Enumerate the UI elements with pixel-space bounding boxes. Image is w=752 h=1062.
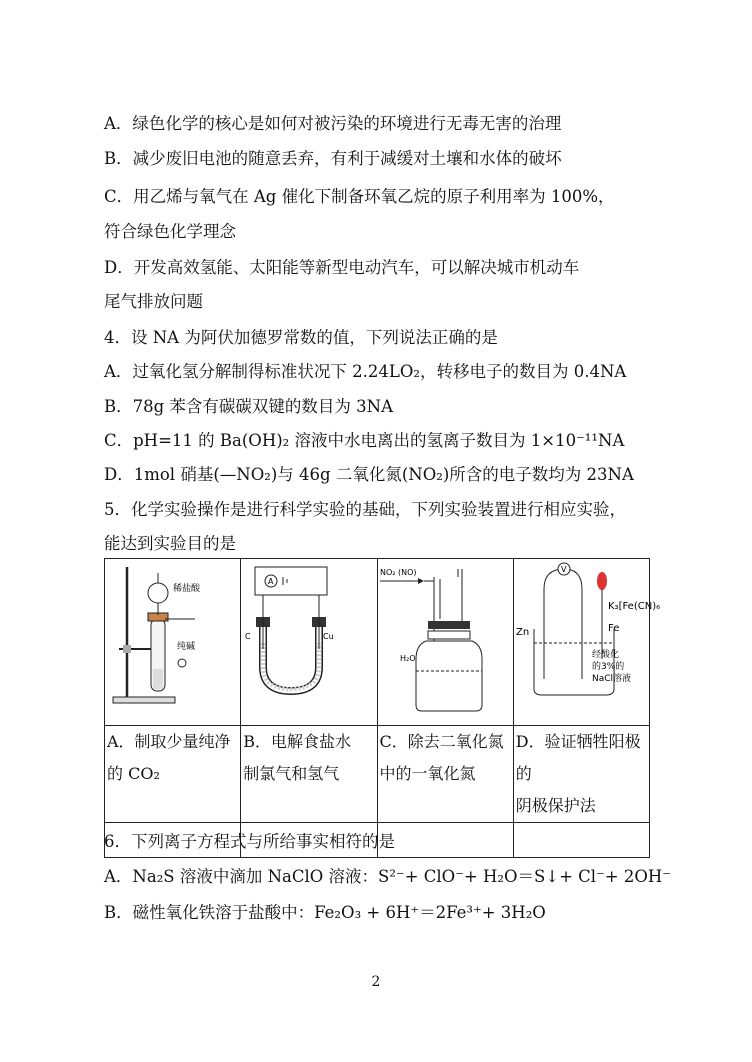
caption-d: D．验证牺牲阳极的 阴极保护法 [513, 726, 649, 823]
apparatus-a-image [105, 559, 241, 721]
apparatus-b-image [241, 559, 358, 721]
label-water: H₂O [399, 654, 416, 663]
question-5: 5．化学实验操作是进行科学实验的基础，下列实验装置进行相应实验， [104, 500, 626, 519]
label-fe: Fe [607, 623, 620, 634]
q4-opt-c: C．pH=11 的 Ba(OH)₂ 溶液中水电离出的氢离子数目为 1×10⁻¹¹NA [104, 431, 625, 450]
label-carbon: C [245, 632, 251, 641]
q4-opt-a: A．过氧化氢分解制得标准状况下 2.24LO₂，转移电子的数目为 0.4NA [104, 362, 627, 381]
label-dilute-hcl: 稀盐酸 [173, 584, 201, 594]
caption-b: B．电解食盐水 制氯气和氢气 [241, 726, 377, 823]
question-4: 4．设 NA 为阿伏加德罗常数的值，下列说法正确的是 [104, 328, 498, 347]
label-copper: Cu [323, 632, 334, 641]
line-opt-d-cont: 尾气排放问题 [104, 292, 203, 311]
label-zn: Zn [515, 627, 529, 638]
apparatus-c-cell [377, 559, 513, 726]
label-no2-no: NO₂ (NO) [379, 568, 417, 577]
line-opt-c-cont: 符合绿色化学理念 [104, 222, 236, 241]
page-number: 2 [371, 974, 381, 990]
caption-c: C．除去二氧化氮 中的一氧化氮 [377, 726, 513, 823]
label-ammeter: A [268, 577, 274, 586]
apparatus-d-cell [513, 559, 660, 726]
question-6: 6．下列离子方程式与所给事实相符的是 [104, 832, 395, 851]
caption-a: A．制取少量纯净 的 CO₂ [105, 726, 241, 823]
line-opt-b: B．减少废旧电池的随意丢弃，有利于减缓对土壤和水体的破坏 [104, 149, 562, 168]
answer-cell-c [377, 823, 513, 858]
line-opt-d: D．开发高效氢能、太阳能等新型电动汽车，可以解决城市机动车 [104, 258, 580, 277]
q4-opt-b: B．78g 苯含有碳碳双键的数目为 3NA [104, 397, 394, 416]
label-acidified: 经酸化 [591, 650, 619, 660]
label-nacl-solution: NaCl溶液 [591, 674, 631, 684]
experiment-table [104, 558, 660, 824]
q6-opt-a: A．Na₂S 溶液中滴加 NaClO 溶液：S²⁻+ ClO⁻+ H₂O＝S↓+ Cl⁻+ 2OH⁻ [104, 867, 671, 886]
apparatus-b-cell [241, 559, 377, 726]
apparatus-d-image [514, 559, 673, 721]
label-3-percent: 的3%的 [591, 662, 625, 672]
q6-opt-b: B．磁性氧化铁溶于盐酸中：Fe₂O₃ + 6H⁺＝2Fe³⁺+ 3H₂O [104, 903, 546, 922]
question-5-cont: 能达到实验目的是 [104, 534, 236, 553]
label-voltmeter: V [560, 565, 567, 574]
label-soda-ash: 纯碱 [177, 642, 196, 652]
line-opt-c: C．用乙烯与氧气在 Ag 催化下制备环氧乙烷的原子利用率为 100%， [104, 187, 615, 206]
answer-cell-d [513, 823, 649, 858]
q4-opt-d: D．1mol 硝基(—NO₂)与 46g 二氧化氮(NO₂)所含的电子数均为 23NA [104, 465, 634, 484]
apparatus-c-image [378, 559, 508, 721]
apparatus-a-cell [105, 559, 241, 726]
label-k3fecn6: K₃[Fe(CN)₆ [607, 601, 660, 612]
line-opt-a: A．绿色化学的核心是如何对被污染的环境进行无毒无害的治理 [104, 114, 562, 133]
